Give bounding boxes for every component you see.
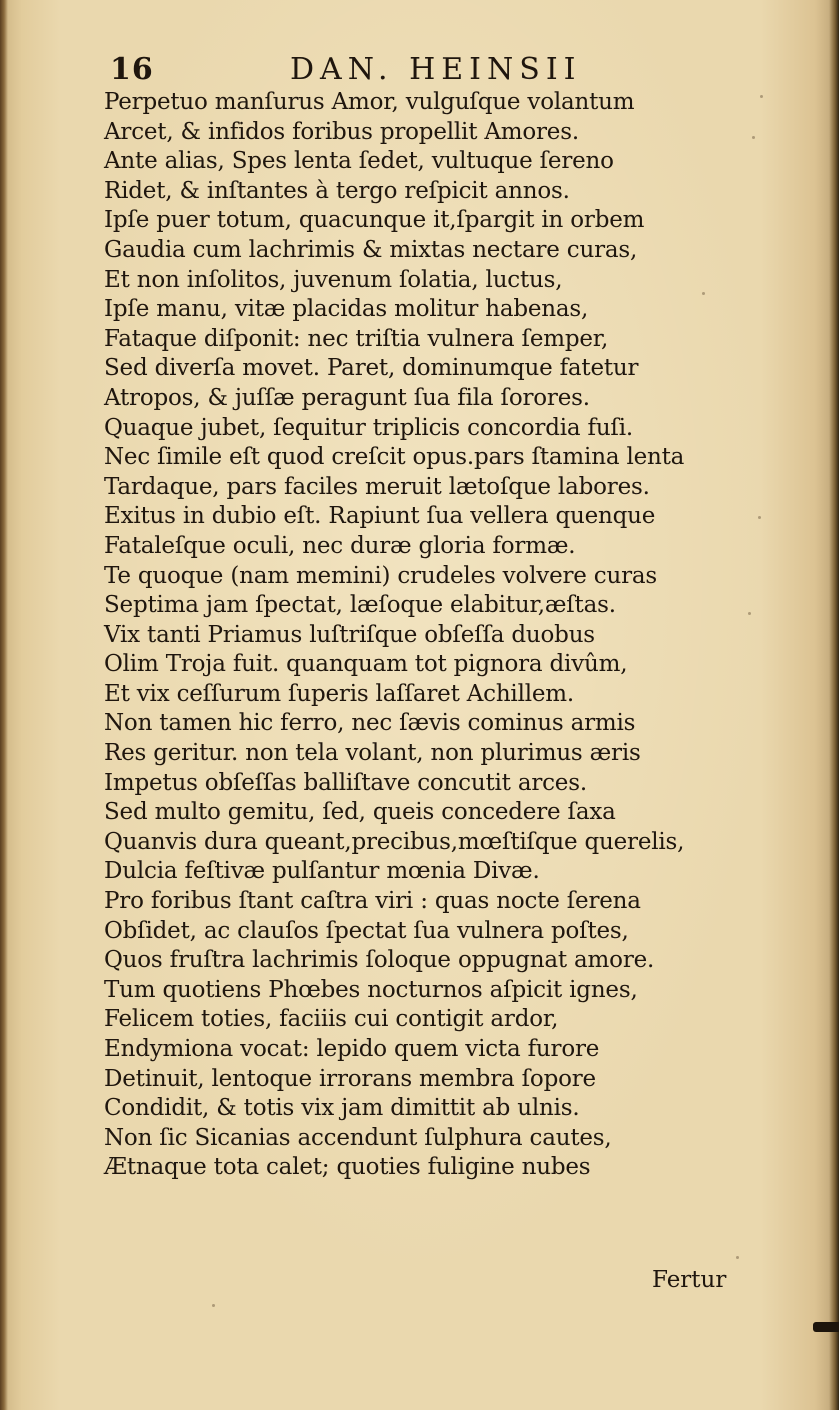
verse-line: Ridet, & inſtantes à tergo reſpicit annos. xyxy=(104,177,570,204)
page-edge-shadow xyxy=(829,0,839,1410)
verse-line: Vix tanti Priamus luſtriſque obſeſſa duobus xyxy=(104,621,595,648)
verse-line: Et vix ceſſurum ſuperis laſſaret Achillem. xyxy=(104,680,575,707)
verse-line: Endymiona vocat: lepido quem victa furore xyxy=(104,1036,600,1062)
poem-text xyxy=(104,88,744,1183)
verse-line: Atropos, & juſſæ peragunt ſua fila ſorores. xyxy=(104,384,590,411)
verse-line: Non tamen hic ferro, nec ſævis cominus armis xyxy=(104,710,636,737)
verse-line: Tardaque, pars faciles meruit lætoſque labores. xyxy=(104,473,650,500)
verse-line: Fataleſque oculi, nec duræ gloria formæ. xyxy=(104,532,576,559)
page-edge-marker xyxy=(813,1322,839,1332)
verse-line: Olim Troja fuit. quanquam tot pignora divûm, xyxy=(104,651,628,678)
verse-line: Nec ſimile eſt quod creſcit opus.pars ſtamina lenta xyxy=(104,444,685,471)
verse-line: Condidit, & totis vix jam dimittit ab ulnis. xyxy=(104,1095,580,1122)
verse-line: Fataque diſponit: nec triſtia vulnera ſemper, xyxy=(104,325,609,352)
page-number: 16 xyxy=(110,52,154,87)
verse-line: Quaque jubet, ſequitur triplicis concordia fuſi. xyxy=(104,414,634,441)
verse-line: Sed multo gemitu, ſed, queis concedere ſaxa xyxy=(104,799,616,826)
paper-speck xyxy=(752,136,755,139)
verse-line: Non ſic Sicanias accendunt ſulphura cautes, xyxy=(104,1124,612,1151)
verse-line: Impetus obſeſſas balliſtave concutit arces. xyxy=(104,769,587,796)
page-header xyxy=(100,50,740,90)
paper-speck xyxy=(748,612,751,615)
page-gutter-shadow xyxy=(0,0,8,1410)
verse-line: Te quoque (nam memini) crudeles volvere curas xyxy=(104,562,658,589)
paper-speck xyxy=(212,1304,215,1307)
verse-line: Felicem toties, faciiis cui contigit ardor, xyxy=(104,1006,559,1033)
paper-speck xyxy=(736,1256,739,1259)
verse-line: Ætnaque tota calet; quoties fuligine nubes xyxy=(104,1154,591,1181)
verse-line: Quos fruſtra lachrimis ſoloque oppugnat amore. xyxy=(104,947,655,974)
verse-line: Ipſe manu, vitæ placidas molitur habenas, xyxy=(104,296,589,323)
verse-line: Et non inſolitos, juvenum ſolatia, luctus, xyxy=(104,266,563,293)
verse-line: Detinuit, lentoque irrorans membra ſopore xyxy=(104,1065,596,1092)
verse-line: Res geritur. non tela volant, non plurimus æris xyxy=(104,740,641,767)
verse-line: Ipſe puer totum, quacunque it,ſpargit in orbem xyxy=(104,207,645,234)
verse-line: Arcet, & infidos foribus propellit Amores. xyxy=(104,118,579,145)
verse-line: Exitus in dubio eſt. Rapiunt ſua vellera quenque xyxy=(104,503,656,530)
catchword: Fertur xyxy=(652,1267,727,1293)
paper-speck xyxy=(760,95,763,98)
verse-line: Sed diverſa movet. Paret, dominumque fatetur xyxy=(104,355,639,382)
verse-line: Gaudia cum lachrimis & mixtas nectare curas, xyxy=(104,236,638,263)
verse-line: Tum quotiens Phœbes nocturnos aſpicit ignes, xyxy=(104,976,638,1003)
verse-line: Quanvis dura queant,precibus,mœſtiſque querelis, xyxy=(104,828,685,855)
paper-speck xyxy=(758,516,761,519)
verse-line: Dulcia feſtivæ pulſantur mœnia Divæ. xyxy=(104,858,540,885)
running-head: DAN. HEINSII xyxy=(290,52,582,87)
verse-line: Pro foribus ſtant caſtra viri : quas nocte ſerena xyxy=(104,888,641,915)
paper-speck xyxy=(702,292,705,295)
verse-line: Perpetuo manſurus Amor, vulguſque volantum xyxy=(104,89,635,115)
verse-line: Septima jam ſpectat, læſoque elabitur,æſtas. xyxy=(104,592,616,619)
verse-line: Ante alias, Spes lenta ſedet, vultuque ſereno xyxy=(104,148,614,175)
verse-line: Obſidet, ac clauſos ſpectat ſua vulnera poſtes, xyxy=(104,917,629,944)
